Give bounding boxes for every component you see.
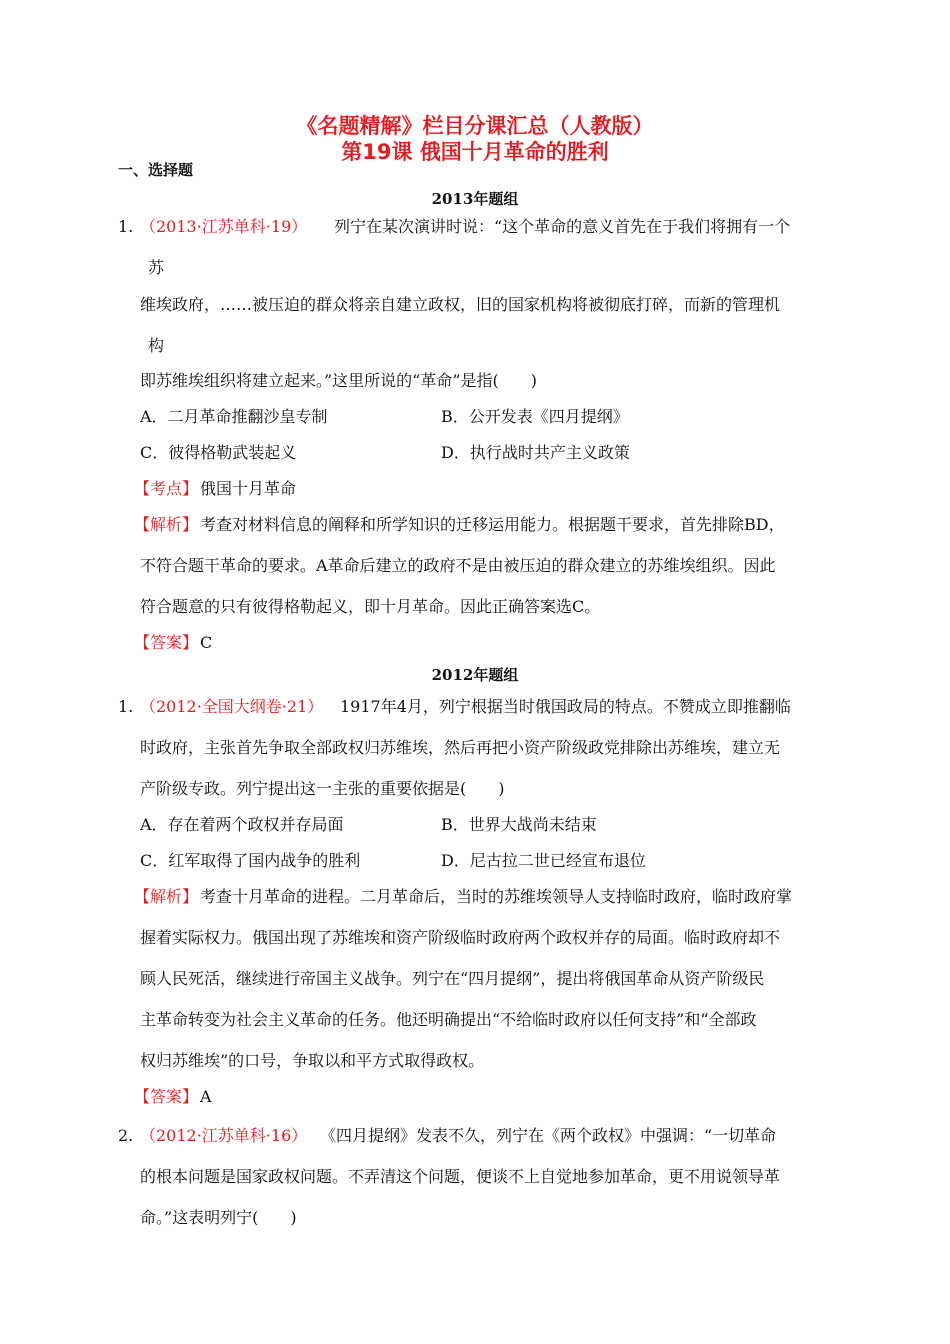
kaodian-text: 俄国十月革命 — [200, 479, 297, 498]
group-heading-2013: 2013年题组 — [431, 190, 519, 208]
question-stem: 构 — [148, 336, 165, 355]
option-a: A．存在着两个政权并存局面 — [140, 815, 344, 834]
question-stem: 时政府，主张首先争取全部政权归苏维埃，然后再把小资产阶级政党排除出苏维埃，建立无 — [140, 738, 781, 757]
doc-title-line2: 第19课 俄国十月革命的胜利 — [341, 140, 609, 164]
daan-label: 【答案】 — [134, 1087, 199, 1106]
daan-text: C — [200, 633, 213, 652]
question-stem: 1917年4月，列宁根据当时俄国政局的特点。不赞成立即推翻临 — [340, 697, 791, 716]
question-stem: 的根本问题是国家政权问题。不弄清这个问题，便谈不上自觉地参加革命，更不用说领导革 — [140, 1167, 781, 1186]
doc-title-line1: 《名题精解》栏目分课汇总（人教版） — [296, 114, 654, 138]
option-b: B．公开发表《四月提纲》 — [441, 407, 629, 426]
option-a: A．二月革命推翻沙皇专制 — [140, 407, 328, 426]
jiexi-text: 不符合题干革命的要求。A革命后建立的政府不是由被压迫的群众建立的苏维埃组织。因此 — [140, 556, 776, 575]
question-stem: 命。”这表明列宁( ) — [140, 1208, 297, 1227]
question-stem: 维埃政府，……被压迫的群众将亲自建立政权，旧的国家机构将被彻底打碎，而新的管理机 — [140, 295, 781, 314]
jiexi-text: 权归苏维埃”的口号，争取以和平方式取得政权。 — [140, 1051, 485, 1070]
jiexi-label: 【解析】 — [134, 515, 199, 534]
jiexi-text: 考查十月革命的进程。二月革命后，当时的苏维埃领导人支持临时政府，临时政府掌 — [200, 887, 793, 906]
question-stem: 产阶级专政。列宁提出这一主张的重要依据是( ) — [140, 779, 505, 798]
question-stem: 《四月提纲》发表不久，列宁在《两个政权》中强调：“一切革命 — [320, 1126, 777, 1145]
question-stem: 苏 — [148, 258, 165, 277]
question-number: 1. — [118, 217, 134, 236]
option-c: C．红军取得了国内战争的胜利 — [140, 851, 361, 870]
jiexi-text: 主革命转变为社会主义革命的任务。他还明确提出“不给临时政府以任何支持”和“全部政 — [140, 1010, 757, 1029]
group-heading-2012: 2012年题组 — [431, 666, 519, 684]
jiexi-text: 顾人民死活，继续进行帝国主义战争。列宁在“四月提纲”，提出将俄国革命从资产阶级民 — [140, 969, 765, 988]
option-d: D．执行战时共产主义政策 — [441, 443, 630, 462]
question-source: （2012·江苏单科·16） — [140, 1126, 308, 1145]
question-source: （2013·江苏单科·19） — [140, 217, 308, 236]
daan-text: A — [200, 1087, 212, 1106]
jiexi-text: 符合题意的只有彼得格勒起义，即十月革命。因此正确答案选C。 — [140, 597, 601, 616]
jiexi-text: 考查对材料信息的阐释和所学知识的迁移运用能力。根据题干要求，首先排除BD， — [200, 515, 785, 534]
section-heading: 一、选择题 — [118, 161, 194, 179]
daan-label: 【答案】 — [134, 633, 199, 652]
jiexi-text: 握着实际权力。俄国出现了苏维埃和资产阶级临时政府两个政权并存的局面。临时政府却不 — [140, 928, 781, 947]
kaodian-label: 【考点】 — [134, 479, 199, 498]
question-source: （2012·全国大纲卷·21） — [140, 697, 324, 716]
question-stem: 即苏维埃组织将建立起来。”这里所说的“革命”是指( ) — [140, 371, 538, 390]
jiexi-label: 【解析】 — [134, 887, 199, 906]
question-stem: 列宁在某次演讲时说：“这个革命的意义首先在于我们将拥有一个 — [334, 217, 791, 236]
option-d: D．尼古拉二世已经宣布退位 — [441, 851, 646, 870]
option-b: B．世界大战尚未结束 — [441, 815, 597, 834]
question-number: 2. — [118, 1126, 134, 1145]
option-c: C．彼得格勒武装起义 — [140, 443, 297, 462]
question-number: 1. — [118, 697, 134, 716]
